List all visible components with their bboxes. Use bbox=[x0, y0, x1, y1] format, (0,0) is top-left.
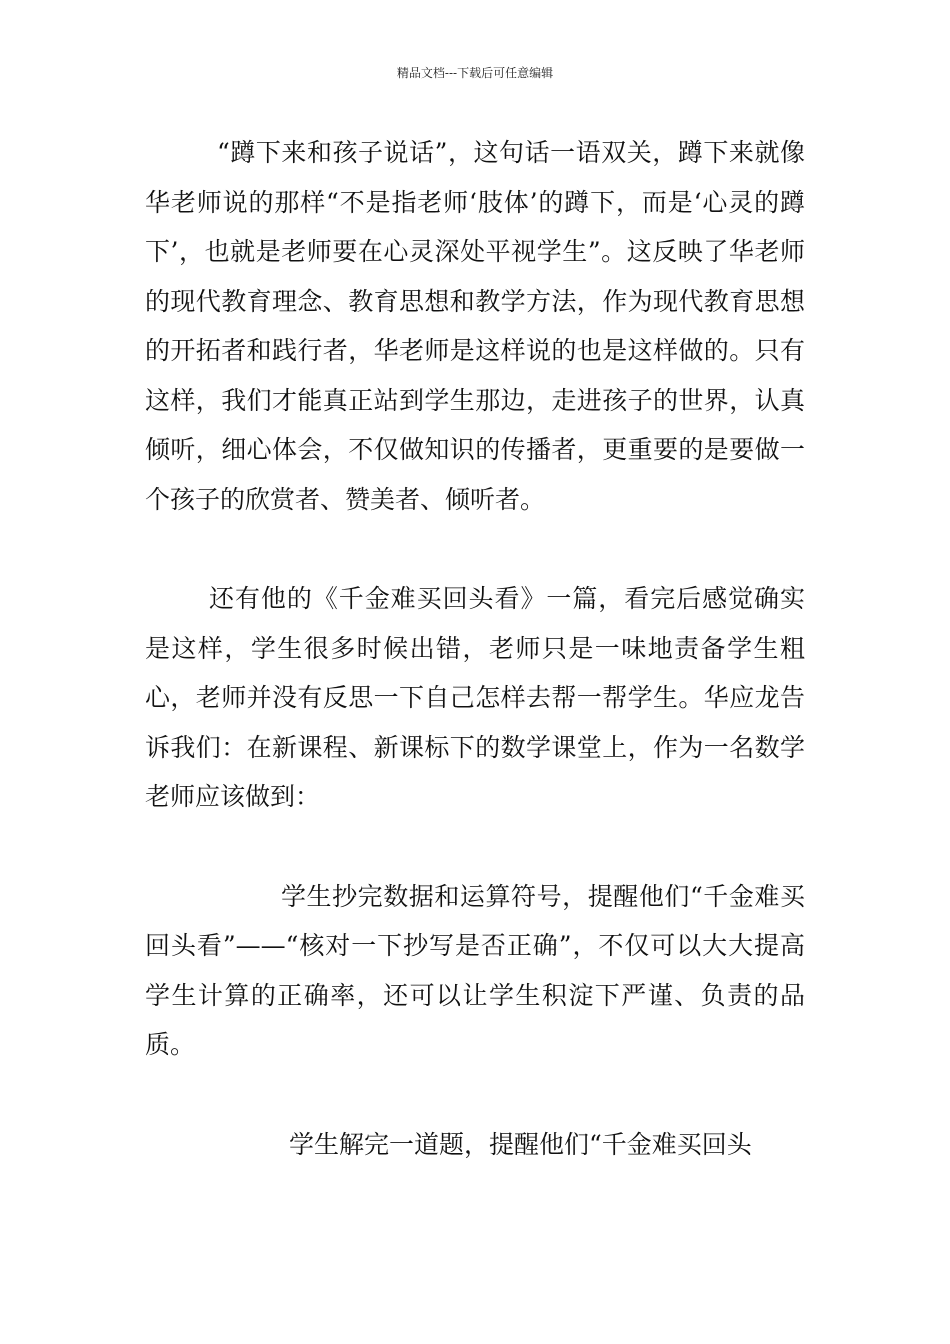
paragraph-3: 学生抄完数据和运算符号，提醒他们“千金难买回头看”——“核对一下抄写是否正确”，不仅可以大大提高学生计算的正确率，还可以让学生积淀下严谨、负责的品质。 bbox=[145, 881, 805, 1059]
page-header: 精品文档---下载后可任意编辑 bbox=[396, 66, 554, 80]
paragraph-4: 学生解完一道题，提醒他们“千金难买回头 bbox=[289, 1129, 752, 1159]
paragraph-1: “蹲下来和孩子说话”，这句话一语双关，蹲下来就像华老师说的那样“不是指老师‘肢体’的蹲下，而是‘心灵的蹲下’，也就是老师要在心灵深处平视学生”。这反映了华老师的现代教育理念、教育思想和教学方法，作为现代教育思想的开拓者和践行者，华老师是这样说的也是这样做的。只有这样，我们才能真正站到学生那边，走进孩子的世界，认真倾听，细心体会，不仅做知识的传播者，更重要的是要做一个孩子的欣赏者、赞美者、倾听者。 bbox=[145, 138, 805, 514]
paragraph-2: 还有他的《千金难买回头看》一篇，看完后感觉确实是这样，学生很多时候出错，老师只是一味地责备学生粗心，老师并没有反思一下自己怎样去帮一帮学生。华应龙告诉我们：在新课程、新课标下的数学课堂上，作为一名数学老师应该做到： bbox=[145, 584, 805, 811]
document-body bbox=[145, 128, 805, 1169]
